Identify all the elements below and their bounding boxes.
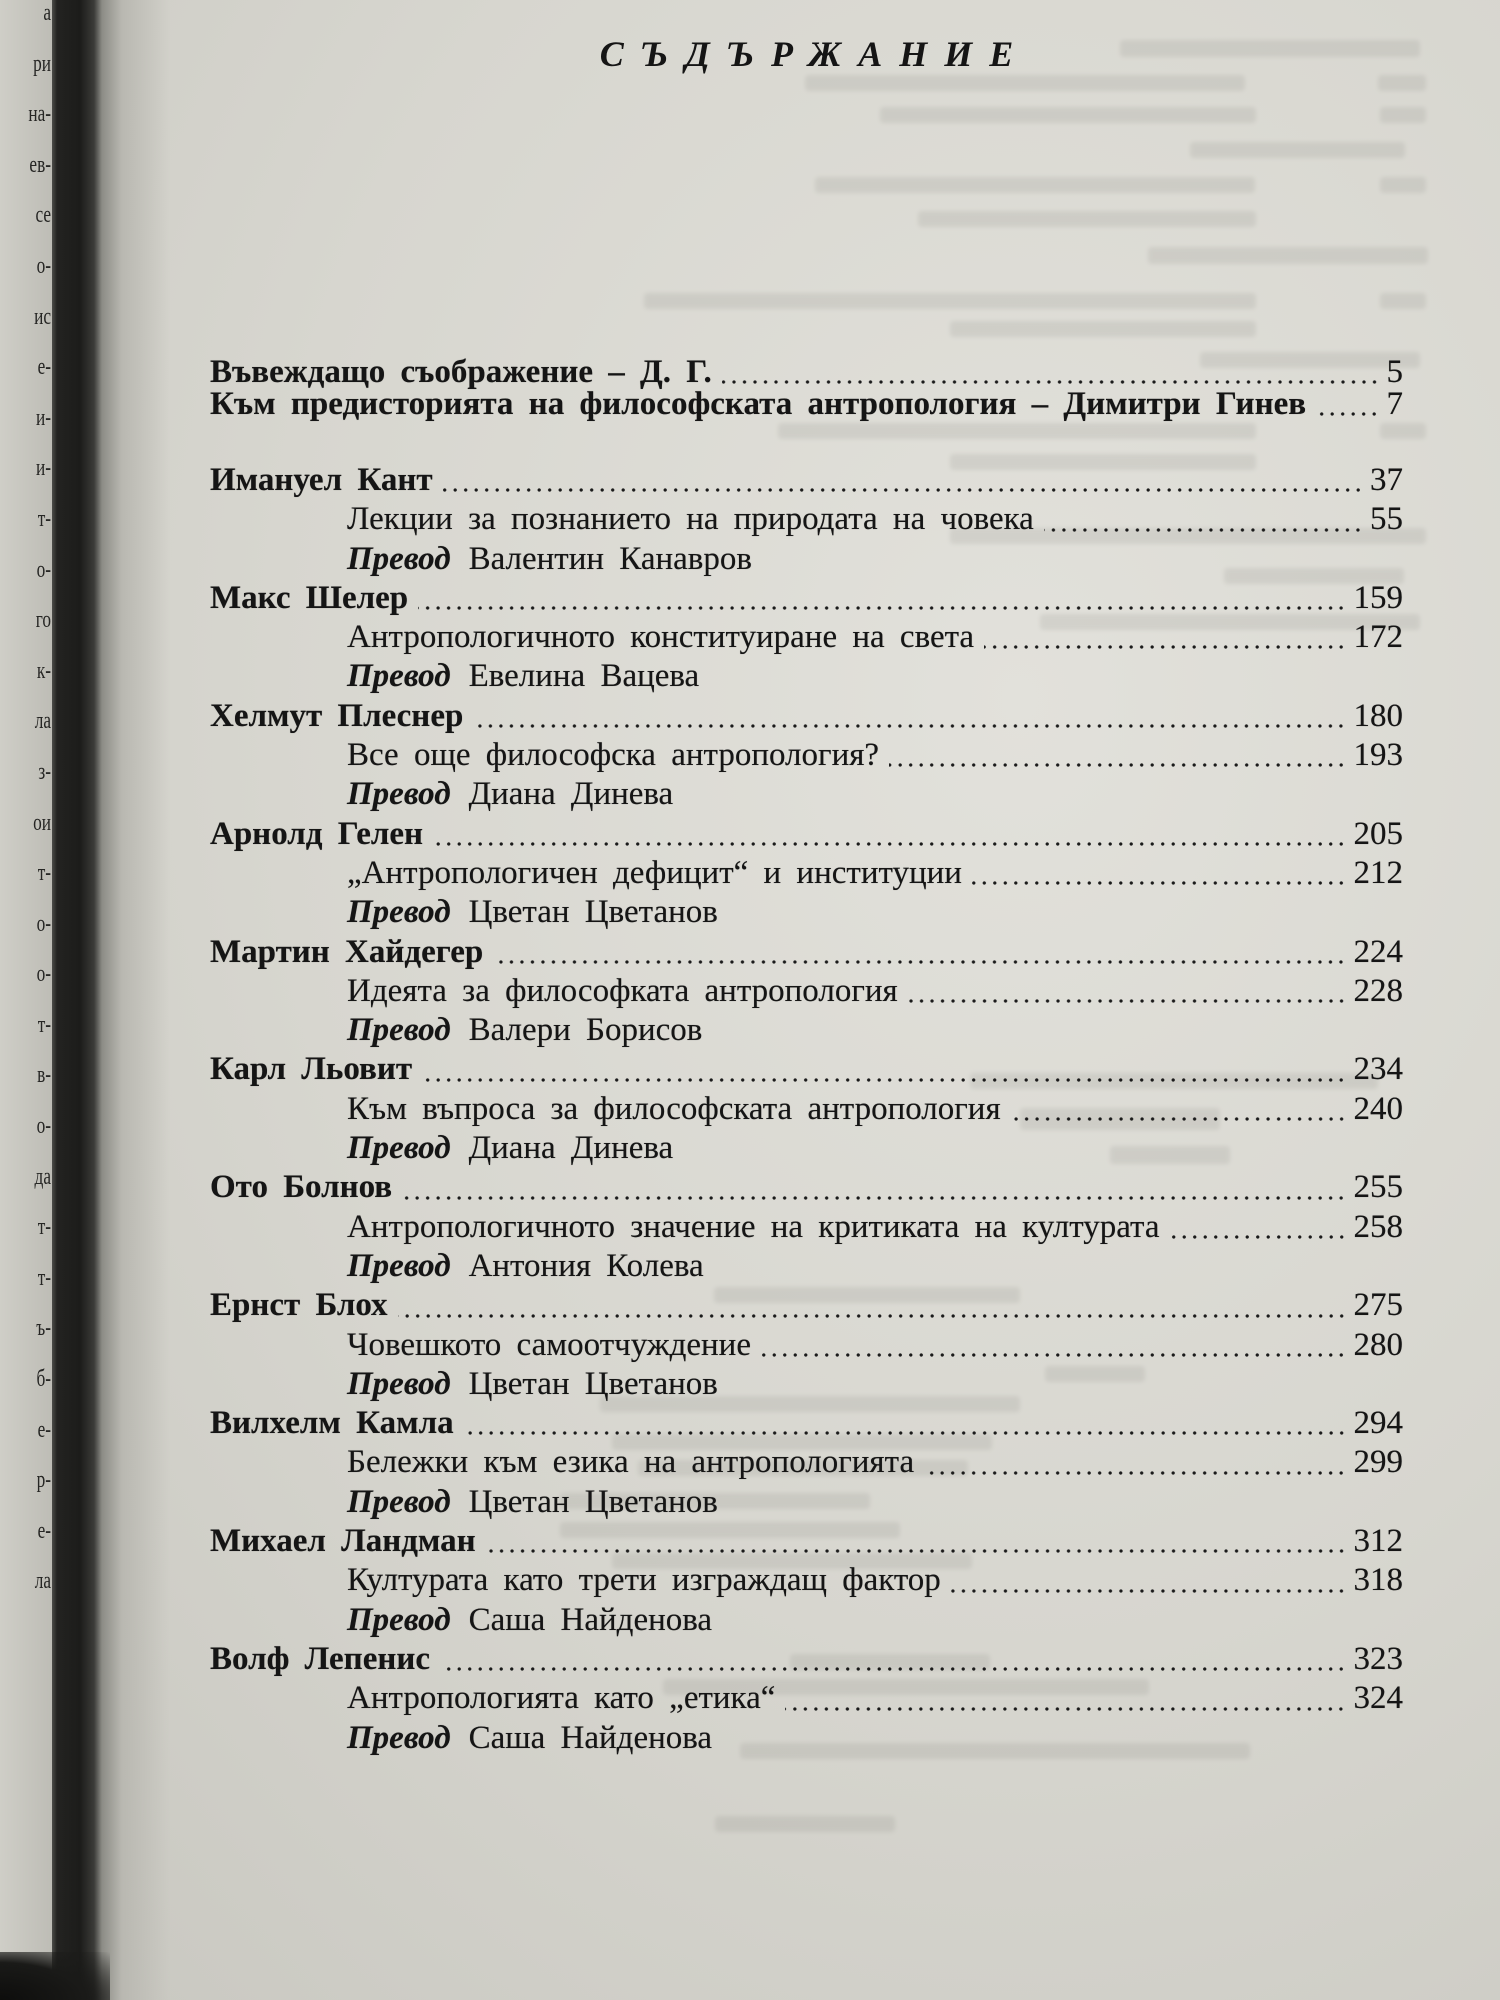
page-number: 258 (1353, 1208, 1403, 1245)
translator-name: Валери Борисов (468, 1012, 703, 1049)
line-end-fragment: ри (33, 50, 51, 77)
translator-name: Цветан Цветанов (468, 894, 718, 931)
translator-name: Диана Динева (468, 776, 674, 813)
page-number: 172 (1353, 619, 1403, 656)
translator-label: Превод (347, 1365, 451, 1402)
previous-page-line-ends (0, 0, 51, 1607)
dot-leader (1011, 1117, 1347, 1121)
toc-entry (210, 1640, 1403, 1758)
toc-author-line (210, 1640, 1403, 1679)
author-name: Волф Лепенис (210, 1640, 431, 1677)
translator-name: Саша Найденова (468, 1601, 713, 1638)
translator-label: Превод (347, 658, 451, 695)
page-number: 212 (1353, 854, 1403, 891)
toc-work-line (210, 854, 1403, 893)
work-title: Антропологичното конституиране на света (347, 619, 975, 656)
dot-leader (972, 881, 1347, 885)
line-end-fragment: о- (36, 961, 51, 988)
dot-leader (398, 1314, 1347, 1318)
page-number: 234 (1353, 1051, 1403, 1088)
page-number: 299 (1353, 1444, 1403, 1481)
dot-leader (422, 1078, 1346, 1082)
toc-entry (210, 461, 1403, 579)
line-end-fragment: о- (36, 252, 51, 279)
dot-leader (418, 606, 1346, 610)
line-end-fragment: а (43, 0, 51, 26)
dot-leader (984, 645, 1346, 649)
toc-entry (210, 1404, 1403, 1522)
toc-translator-line (210, 775, 1403, 814)
dot-leader (402, 1196, 1346, 1200)
toc-author-line (210, 1522, 1403, 1561)
page-number: 193 (1353, 737, 1403, 774)
page-number: 224 (1353, 933, 1403, 970)
dot-leader (951, 1589, 1347, 1593)
line-end-fragment: т- (37, 1264, 51, 1291)
dot-leader (464, 1431, 1347, 1435)
page-number: 5 (1386, 354, 1403, 390)
toc-work-line (210, 736, 1403, 775)
translator-label: Превод (347, 1601, 451, 1638)
line-end-fragment: ис (34, 303, 51, 330)
previous-page-edge (0, 0, 54, 2000)
book-edge-shadow (0, 1952, 110, 2000)
toc-intro (210, 356, 1403, 420)
page-number: 159 (1353, 579, 1403, 616)
dot-leader (443, 488, 1363, 492)
line-end-fragment: е- (37, 1416, 51, 1443)
line-end-fragment: к- (36, 657, 51, 684)
author-name: Вилхелм Камла (210, 1405, 454, 1442)
toc-entry (210, 815, 1403, 933)
line-end-fragment: о- (36, 556, 51, 583)
translator-name: Цветан Цветанов (468, 1483, 718, 1520)
page-number: 255 (1353, 1169, 1403, 1206)
toc-translator-line (210, 1129, 1403, 1168)
toc-author-line (210, 1050, 1403, 1089)
toc-author-line (210, 933, 1403, 972)
translator-name: Антония Колева (468, 1247, 704, 1284)
toc-author-line (210, 579, 1403, 618)
line-end-fragment: т- (37, 505, 51, 532)
toc-entry (210, 1168, 1403, 1286)
toc-author-line (210, 1168, 1403, 1207)
author-name: Хелмут Плеснер (210, 697, 464, 734)
toc-translator-line (210, 1719, 1403, 1758)
line-end-fragment: ла (34, 1568, 51, 1595)
work-title: Културата като трети изграждащ фактор (347, 1562, 941, 1599)
line-end-fragment: и- (35, 455, 51, 482)
page-number: 37 (1370, 462, 1403, 498)
toc-translator-line (210, 657, 1403, 696)
author-name: Макс Шелер (210, 579, 409, 616)
book-gutter-shadow (52, 0, 172, 2000)
toc-entry (210, 1050, 1403, 1168)
line-end-fragment: о- (36, 910, 51, 937)
line-end-fragment: и- (35, 404, 51, 431)
dot-leader (473, 724, 1346, 728)
toc-work-line (210, 1208, 1403, 1247)
page-number: 318 (1353, 1562, 1403, 1599)
toc-work-line (210, 500, 1403, 539)
page-number: 275 (1353, 1287, 1403, 1324)
line-end-fragment: се (35, 202, 51, 229)
author-name: Имануел Кант (210, 462, 433, 498)
line-end-fragment: т- (37, 1011, 51, 1038)
author-name: Михаел Ландман (210, 1523, 476, 1560)
toc-entries (210, 461, 1403, 1758)
toc-intro-entry (210, 356, 1403, 388)
work-title: Все още философска антропология? (347, 737, 880, 774)
author-name: Ернст Блох (210, 1287, 388, 1324)
toc-work-line (210, 972, 1403, 1011)
dot-leader (1170, 1235, 1347, 1239)
page-number: 228 (1353, 972, 1403, 1009)
toc-author-line (210, 1286, 1403, 1325)
work-title: Човешкото самоотчуждение (347, 1326, 751, 1363)
toc-translator-line (210, 1483, 1403, 1522)
page-number: 324 (1353, 1680, 1403, 1717)
page-number: 205 (1353, 815, 1403, 852)
toc-translator-line (210, 1601, 1403, 1640)
line-end-fragment: б- (36, 1366, 51, 1393)
translator-name: Евелина Вацева (468, 658, 700, 695)
line-end-fragment: з- (38, 758, 51, 785)
translator-name: Валентин Канавров (468, 540, 752, 577)
intro-title: Въвеждащо съображение – Д. Г. (210, 354, 712, 390)
dot-leader (433, 842, 1346, 846)
toc-translator-line (210, 1365, 1403, 1404)
toc-translator-line (210, 1247, 1403, 1286)
dot-leader (785, 1707, 1346, 1711)
toc-work-line (210, 618, 1403, 657)
author-name: Арнолд Гелен (210, 815, 424, 852)
work-title: „Антропологичен дефицит“ и институции (347, 854, 962, 891)
translator-label: Превод (347, 1719, 451, 1756)
translator-label: Превод (347, 1130, 451, 1167)
dot-leader (493, 960, 1346, 964)
page-number: 7 (1386, 386, 1403, 422)
translator-label: Превод (347, 894, 451, 931)
work-title: Идеята за философката антропология (347, 972, 898, 1009)
translator-label: Превод (347, 1247, 451, 1284)
dot-leader (440, 1667, 1346, 1671)
line-end-fragment: го (35, 607, 51, 634)
dot-leader (908, 999, 1347, 1003)
toc-entry (210, 579, 1403, 697)
work-title: Лекции за познанието на природата на човека (347, 501, 1034, 538)
dot-leader (1316, 412, 1379, 416)
toc-translator-line (210, 540, 1403, 579)
line-end-fragment: р- (36, 1467, 51, 1494)
line-end-fragment: е- (37, 1517, 51, 1544)
intro-title: Към предисторията на философската антропология – Димитри Гинев (210, 386, 1307, 422)
line-end-fragment: е- (37, 354, 51, 381)
toc-author-line (210, 815, 1403, 854)
toc-work-line (210, 1090, 1403, 1129)
translator-label: Превод (347, 540, 451, 577)
toc-entry (210, 1522, 1403, 1640)
line-end-fragment: в- (37, 1062, 51, 1089)
line-end-fragment: ои (33, 809, 51, 836)
toc-translator-line (210, 1011, 1403, 1050)
toc-work-line (210, 1679, 1403, 1718)
page-number: 323 (1353, 1640, 1403, 1677)
dot-leader (924, 1471, 1346, 1475)
toc-entry (210, 1286, 1403, 1404)
line-end-fragment: ев- (29, 151, 51, 178)
work-title: Антропологичното значение на критиката на културата (347, 1208, 1160, 1245)
author-name: Ото Болнов (210, 1169, 393, 1206)
page-number: 240 (1353, 1090, 1403, 1127)
toc-work-line (210, 1561, 1403, 1600)
dot-leader (889, 763, 1346, 767)
dot-leader (1044, 528, 1363, 532)
translator-name: Цветан Цветанов (468, 1365, 718, 1402)
page-number: 294 (1353, 1405, 1403, 1442)
page-number: 280 (1353, 1326, 1403, 1363)
toc-entry (210, 697, 1403, 815)
translator-name: Саша Найденова (468, 1719, 713, 1756)
page-number: 55 (1370, 501, 1403, 538)
work-title: Антропологията като „етика“ (347, 1680, 776, 1717)
line-end-fragment: т- (37, 1214, 51, 1241)
page-number: 312 (1353, 1523, 1403, 1560)
work-title: Към въпроса за философската антропология (347, 1090, 1001, 1127)
page-number: 180 (1353, 697, 1403, 734)
line-end-fragment: ла (34, 708, 51, 735)
dot-leader (486, 1549, 1347, 1553)
toc-work-line (210, 1326, 1403, 1365)
toc-intro-entry (210, 388, 1403, 420)
line-end-fragment: о- (36, 1113, 51, 1140)
translator-label: Превод (347, 1012, 451, 1049)
toc-translator-line (210, 893, 1403, 932)
line-end-fragment: ъ- (36, 1315, 51, 1342)
author-name: Мартин Хайдегер (210, 933, 484, 970)
translator-label: Превод (347, 776, 451, 813)
toc-work-line (210, 1443, 1403, 1482)
work-title: Бележки към езика на антропологията (347, 1444, 915, 1481)
line-end-fragment: т- (37, 860, 51, 887)
page-title: СЪДЪРЖАНИЕ (599, 34, 1031, 74)
toc-author-line (210, 1404, 1403, 1443)
toc-author-line (210, 461, 1403, 500)
line-end-fragment: да (34, 1163, 51, 1190)
author-name: Карл Льовит (210, 1051, 413, 1088)
dot-leader (761, 1353, 1347, 1357)
toc-author-line (210, 697, 1403, 736)
table-of-contents (210, 0, 1403, 2000)
line-end-fragment: на- (28, 101, 51, 128)
dot-leader (722, 380, 1380, 384)
translator-name: Диана Динева (468, 1130, 674, 1167)
translator-label: Превод (347, 1483, 451, 1520)
toc-entry (210, 933, 1403, 1051)
